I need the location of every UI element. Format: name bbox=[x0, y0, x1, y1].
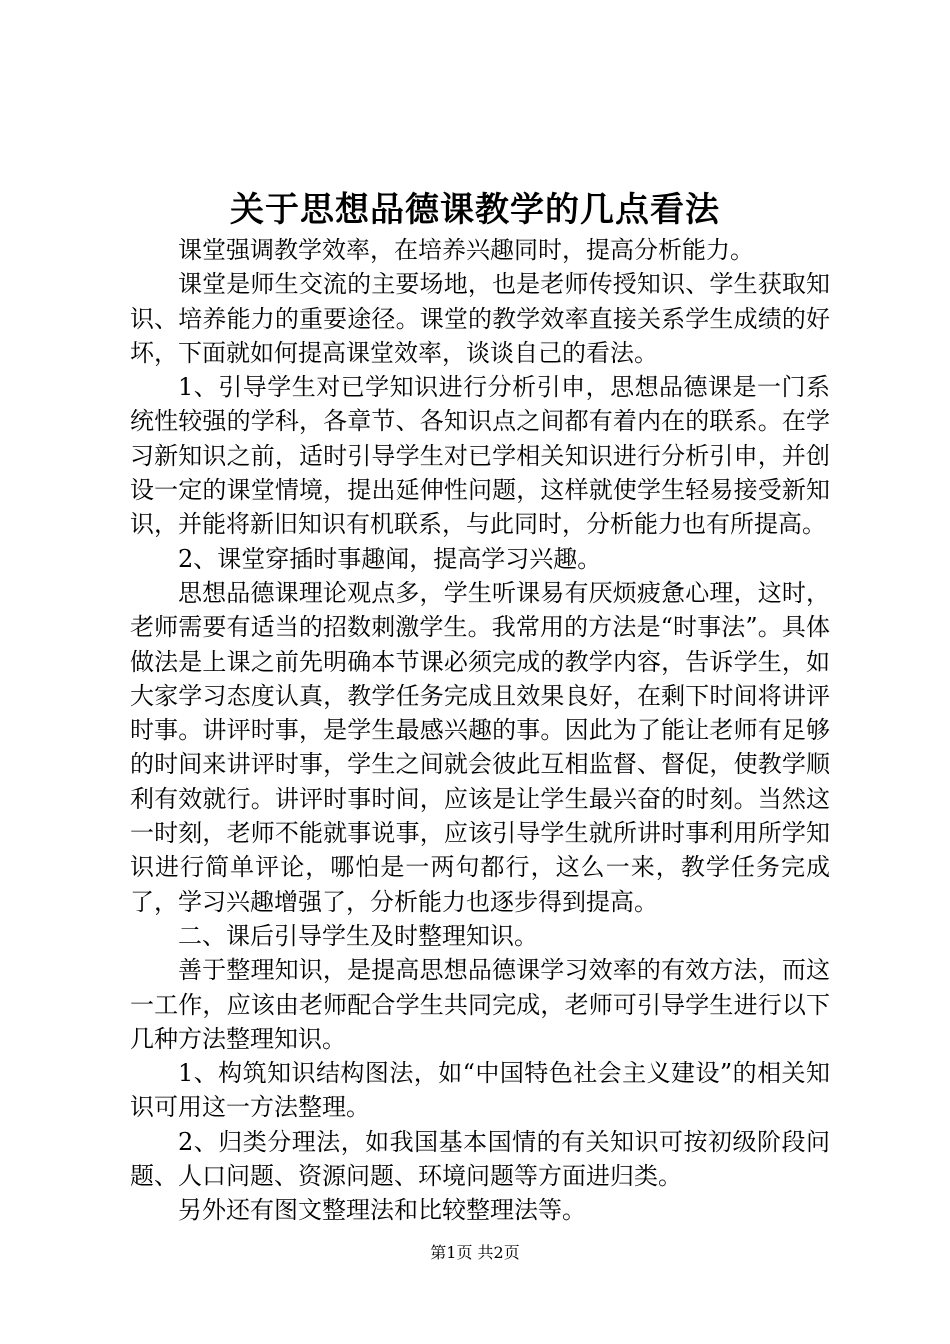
document-title: 关于思想品德课教学的几点看法 bbox=[230, 190, 720, 230]
page-footer: 第1页 共2页 bbox=[430, 1243, 520, 1262]
paragraph: 1、引导学生对已学知识进行分析引申，思想品德课是一门系统性较强的学科，各章节、各知识点之间都有着内在的联系。在学习新知识之前，适时引导学生对已学相关知识进行分析引申，并创设一定的课堂情境，提出延伸性问题，这样就使学生轻易接受新知识，并能将新旧知识有机联系，与此同时，分析能力也有所提高。 bbox=[130, 373, 830, 539]
paragraph: 课堂是师生交流的主要场地，也是老师传授知识、学生获取知识、培养能力的重要途径。课堂的教学效率直接关系学生成绩的好坏，下面就如何提高课堂效率，谈谈自己的看法。 bbox=[130, 270, 830, 367]
paragraph: 思想品德课理论观点多，学生听课易有厌烦疲惫心理，这时，老师需要有适当的招数刺激学生。我常用的方法是“时事法”。具体做法是上课之前先明确本节课必须完成的教学内容，告诉学生，如大家学习态度认真，教学任务完成且效果良好，在剩下时间将讲评时事。讲评时事，是学生最感兴趣的事。因此为了能让老师有足够的时间来讲评时事，学生之间就会彼此互相监督、督促，使教学顺利有效就行。讲评时事时间，应该是让学生最兴奋的时刻。当然这一时刻，老师不能就事说事，应该引导学生就所讲时事利用所学知识进行简单评论，哪怕是一两句都行，这么一来，教学任务完成了，学习兴趣增强了，分析能力也逐步得到提高。 bbox=[130, 578, 830, 916]
document-body bbox=[130, 233, 830, 1228]
paragraph: 2、归类分理法，如我国基本国情的有关知识可按初级阶段问题、人口问题、资源问题、环境问题等方面进归类。 bbox=[130, 1127, 830, 1191]
paragraph: 善于整理知识，是提高思想品德课学习效率的有效方法，而这一工作，应该由老师配合学生共同完成，老师可引导学生进行以下几种方法整理知识。 bbox=[130, 956, 830, 1053]
paragraph: 二、课后引导学生及时整理知识。 bbox=[178, 921, 538, 950]
paragraph: 课堂强调教学效率，在培养兴趣同时，提高分析能力。 bbox=[178, 236, 754, 264]
paragraph: 1、构筑知识结构图法，如“中国特色社会主义建设”的相关知识可用这一方法整理。 bbox=[130, 1059, 830, 1122]
paragraph: 另外还有图文整理法和比较整理法等。 bbox=[178, 1196, 586, 1225]
paragraph: 2、课堂穿插时事趣闻，提高学习兴趣。 bbox=[178, 544, 602, 573]
